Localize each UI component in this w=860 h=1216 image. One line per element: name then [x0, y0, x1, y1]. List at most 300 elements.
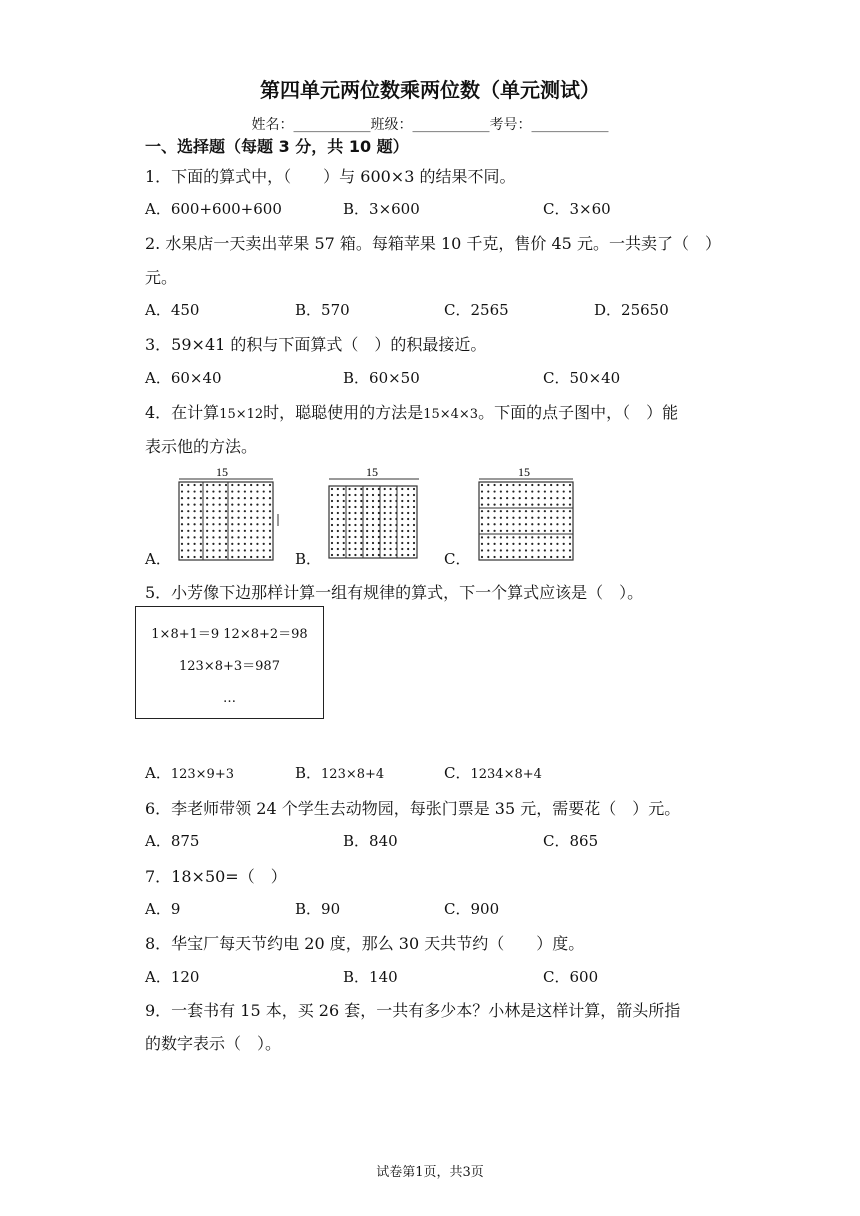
grid-dot [354, 500, 356, 502]
grid-dot [366, 506, 368, 508]
grid-dot [550, 517, 552, 519]
grid-dot [219, 530, 221, 532]
grid-dot [187, 543, 189, 545]
grid-dot [269, 510, 271, 512]
grid-dot [389, 488, 391, 490]
grid-dot [372, 542, 374, 544]
q4-text-b: 时，聪聪使用的方法是 [263, 403, 424, 422]
grid-dot [263, 549, 265, 551]
grid-dot [256, 490, 258, 492]
question-8: 8．华宝厂每天节约电 20 度，那么 30 天共节约（ ）度。 [145, 934, 585, 953]
grid-dot [413, 506, 415, 508]
grid-dot [263, 497, 265, 499]
grid-dot [500, 484, 502, 486]
grid-dot [563, 536, 565, 538]
grid-dot [493, 523, 495, 525]
grid-dot [372, 548, 374, 550]
grid-dot [366, 530, 368, 532]
grid-dot [550, 556, 552, 558]
grid-dot [531, 556, 533, 558]
grid-c-frame [479, 482, 573, 560]
grid-dot [263, 530, 265, 532]
grid-dot [337, 518, 339, 520]
grid-dot [525, 484, 527, 486]
grid-dot [212, 523, 214, 525]
grid-dot [372, 518, 374, 520]
grid-dot [331, 542, 333, 544]
grid-dot [206, 517, 208, 519]
grid-dot [354, 554, 356, 556]
grid-dot [219, 504, 221, 506]
grid-b-frame [329, 486, 417, 558]
grid-dot [487, 504, 489, 506]
grid-c-label: 15 [518, 465, 530, 479]
grid-dot [181, 517, 183, 519]
grid-dot [407, 548, 409, 550]
grid-dot [219, 517, 221, 519]
q5-option-c [444, 762, 542, 783]
grid-dot [354, 488, 356, 490]
grid-dot [219, 497, 221, 499]
grid-dot [556, 530, 558, 532]
grid-dot [187, 497, 189, 499]
grid-dot [401, 548, 403, 550]
grid-dot [212, 504, 214, 506]
grid-dot [506, 549, 508, 551]
grid-dot [206, 556, 208, 558]
grid-dot [512, 490, 514, 492]
grid-dot [256, 549, 258, 551]
grid-dot [193, 497, 195, 499]
grid-dot [225, 536, 227, 538]
question-9: 9．一套书有 15 本，买 26 套，一共有多少本？小林是这样计算，箭头所指 [145, 1001, 681, 1020]
grid-dot [537, 523, 539, 525]
grid-dot [569, 549, 571, 551]
question-3: 3．59×41 的积与下面算式（ ）的积最接近。 [145, 335, 487, 354]
grid-dot [563, 484, 565, 486]
grid-dot [413, 548, 415, 550]
grid-dot [563, 530, 565, 532]
grid-dot [506, 504, 508, 506]
grid-dot [181, 497, 183, 499]
grid-dot [360, 524, 362, 526]
grid-dot [401, 488, 403, 490]
grid-dot [331, 554, 333, 556]
grid-dot [187, 556, 189, 558]
grid-dot [244, 543, 246, 545]
grid-dot [500, 543, 502, 545]
grid-dot [360, 494, 362, 496]
grid-dot [401, 494, 403, 496]
grid-dot [563, 497, 565, 499]
grid-dot [413, 518, 415, 520]
grid-dot [331, 506, 333, 508]
grid-dot [354, 536, 356, 538]
grid-dot [481, 549, 483, 551]
grid-dot [366, 488, 368, 490]
grid-dot [512, 497, 514, 499]
grid-dot [331, 524, 333, 526]
grid-dot [544, 536, 546, 538]
grid-dot [389, 530, 391, 532]
grid-dot [244, 530, 246, 532]
grid-dot [360, 548, 362, 550]
grid-dot [537, 504, 539, 506]
grid-dot [187, 490, 189, 492]
grid-dot [366, 500, 368, 502]
grid-dot [212, 497, 214, 499]
grid-dot [481, 556, 483, 558]
grid-dot [413, 494, 415, 496]
grid-dot [343, 548, 345, 550]
grid-dot [525, 510, 527, 512]
grid-dot [348, 512, 350, 514]
grid-dot [219, 543, 221, 545]
grid-dot [360, 506, 362, 508]
grid-dot [537, 556, 539, 558]
grid-dot [256, 530, 258, 532]
grid-dot [556, 490, 558, 492]
q4-option-c: C． [444, 550, 471, 568]
page-title: 第四单元两位数乘两位数（单元测试） [260, 78, 600, 102]
grid-dot [512, 484, 514, 486]
grid-dot [237, 530, 239, 532]
grid-dot [337, 512, 339, 514]
grid-dot [343, 500, 345, 502]
grid-dot [569, 517, 571, 519]
grid-dot [269, 556, 271, 558]
grid-dot [360, 512, 362, 514]
grid-dot [500, 497, 502, 499]
grid-dot [181, 510, 183, 512]
grid-dot [343, 494, 345, 496]
grid-dot [331, 518, 333, 520]
grid-dot [231, 530, 233, 532]
grid-dot [413, 554, 415, 556]
page-footer: 试卷第1页，共3页 [376, 1165, 484, 1180]
grid-a-label: 15 [216, 465, 228, 479]
grid-dot [519, 556, 521, 558]
grid-dot [487, 536, 489, 538]
grid-dot [544, 523, 546, 525]
grid-dot [360, 542, 362, 544]
grid-dot [212, 510, 214, 512]
grid-dot [354, 530, 356, 532]
grid-dot [506, 510, 508, 512]
grid-dot [269, 549, 271, 551]
grid-dot [481, 497, 483, 499]
grid-dot [269, 517, 271, 519]
question-4-cont: 表示他的方法。 [145, 437, 258, 456]
grid-dot [525, 504, 527, 506]
grid-dot [206, 530, 208, 532]
grid-dot [244, 504, 246, 506]
grid-dot [331, 512, 333, 514]
grid-dot [360, 530, 362, 532]
q6-option-a: A．875 [145, 832, 200, 850]
grid-dot [401, 524, 403, 526]
grid-dot [493, 530, 495, 532]
grid-dot [354, 542, 356, 544]
grid-dot [525, 490, 527, 492]
grid-dot [481, 490, 483, 492]
grid-dot [348, 494, 350, 496]
grid-dot [237, 517, 239, 519]
grid-dot [563, 504, 565, 506]
grid-dot [348, 554, 350, 556]
grid-dot [407, 530, 409, 532]
grid-dot [187, 536, 189, 538]
grid-dot [206, 543, 208, 545]
grid-dot [384, 542, 386, 544]
grid-dot [506, 543, 508, 545]
grid-dot [250, 510, 252, 512]
grid-dot [212, 530, 214, 532]
q7-option-b: B．90 [295, 900, 341, 918]
grid-dot [212, 517, 214, 519]
grid-dot [384, 518, 386, 520]
grid-dot [225, 504, 227, 506]
grid-dot [354, 518, 356, 520]
grid-dot [550, 549, 552, 551]
q5-option-a-value: 123×9+3 [170, 767, 234, 782]
grid-dot [250, 484, 252, 486]
grid-dot [531, 543, 533, 545]
grid-dot [244, 549, 246, 551]
grid-dot [200, 523, 202, 525]
grid-dot [493, 543, 495, 545]
grid-dot [487, 556, 489, 558]
grid-dot [193, 530, 195, 532]
grid-dot [481, 543, 483, 545]
grid-dot [269, 497, 271, 499]
grid-dot [493, 510, 495, 512]
grid-dot [531, 504, 533, 506]
grid-dot [187, 530, 189, 532]
grid-dot [556, 523, 558, 525]
grid-dot [231, 556, 233, 558]
grid-b-label: 15 [366, 465, 378, 479]
grid-dot [506, 490, 508, 492]
q1-option-c: C．3×60 [543, 200, 611, 218]
grid-dot [206, 504, 208, 506]
question-5: 5．小芳像下边那样计算一组有规律的算式，下一个算式应该是（ ）。 [145, 583, 644, 602]
grid-dot [219, 536, 221, 538]
grid-dot [181, 484, 183, 486]
grid-dot [360, 488, 362, 490]
grid-dot [512, 504, 514, 506]
grid-dot [407, 536, 409, 538]
grid-dot [569, 510, 571, 512]
grid-dot [569, 497, 571, 499]
grid-dot [366, 494, 368, 496]
grid-dot [569, 556, 571, 558]
grid-dot [256, 504, 258, 506]
grid-dot [269, 523, 271, 525]
question-9-cont: 的数字表示（ ）。 [145, 1034, 282, 1053]
grid-dot [537, 510, 539, 512]
grid-dot [231, 536, 233, 538]
grid-dot [569, 504, 571, 506]
grid-dot [200, 543, 202, 545]
grid-dot [225, 517, 227, 519]
grid-dot [500, 490, 502, 492]
grid-dot [331, 500, 333, 502]
grid-dot [506, 530, 508, 532]
grid-dot [331, 494, 333, 496]
grid-dot [337, 554, 339, 556]
grid-dot [263, 536, 265, 538]
grid-dot [519, 523, 521, 525]
grid-dot [225, 530, 227, 532]
question-7: 7．18×50=（ ） [145, 867, 287, 886]
grid-dot [348, 530, 350, 532]
grid-dot [250, 543, 252, 545]
grid-dot [206, 490, 208, 492]
grid-dot [537, 530, 539, 532]
grid-dot [337, 542, 339, 544]
grid-dot [493, 497, 495, 499]
q8-option-c: C．600 [543, 968, 599, 986]
grid-dot [389, 518, 391, 520]
grid-dot [193, 556, 195, 558]
grid-dot [500, 549, 502, 551]
grid-dot [206, 484, 208, 486]
grid-dot [389, 554, 391, 556]
grid-dot [231, 490, 233, 492]
grid-dot [537, 549, 539, 551]
grid-dot [348, 524, 350, 526]
grid-dot [537, 543, 539, 545]
grid-dot [407, 488, 409, 490]
grid-dot [556, 504, 558, 506]
grid-dot [544, 556, 546, 558]
grid-dot [348, 536, 350, 538]
grid-dot [531, 490, 533, 492]
grid-dot [506, 497, 508, 499]
grid-dot [263, 484, 265, 486]
grid-dot [212, 484, 214, 486]
grid-dot [407, 518, 409, 520]
q2-option-a: A．450 [145, 301, 200, 319]
q1-option-b: B．3×600 [343, 200, 420, 218]
q6-option-c: C．865 [543, 832, 599, 850]
q4-text-a: 4．在计算 [145, 403, 220, 422]
grid-dot [413, 536, 415, 538]
grid-dot [181, 530, 183, 532]
grid-dot [225, 510, 227, 512]
grid-dot [181, 543, 183, 545]
grid-dot [550, 490, 552, 492]
grid-dot [531, 549, 533, 551]
grid-dot [231, 517, 233, 519]
grid-dot [401, 536, 403, 538]
grid-dot [187, 517, 189, 519]
grid-dot [569, 490, 571, 492]
grid-dot [366, 536, 368, 538]
grid-dot [493, 549, 495, 551]
grid-dot [563, 556, 565, 558]
pattern-box [135, 606, 324, 719]
grid-dot [544, 484, 546, 486]
grid-dot [181, 536, 183, 538]
q5-option-b [295, 762, 384, 783]
grid-dot [556, 484, 558, 486]
grid-dot [563, 523, 565, 525]
grid-dot [563, 549, 565, 551]
grid-dot [337, 530, 339, 532]
grid-dot [372, 524, 374, 526]
grid-dot [200, 556, 202, 558]
grid-dot [269, 484, 271, 486]
dot-grid-c [476, 464, 580, 564]
grid-dot [354, 548, 356, 550]
grid-dot [500, 517, 502, 519]
grid-dot [550, 510, 552, 512]
grid-dot [250, 530, 252, 532]
grid-dot [343, 554, 345, 556]
q4-formula-1: 15×12 [219, 407, 264, 422]
student-info-line: 姓名：___________班级：___________考号：___________ [251, 117, 609, 133]
grid-dot [493, 490, 495, 492]
grid-dot [337, 500, 339, 502]
dot-grid-a [176, 464, 286, 564]
grid-dot [237, 490, 239, 492]
grid-dot [219, 549, 221, 551]
grid-dot [563, 517, 565, 519]
grid-dot [384, 536, 386, 538]
grid-dot [256, 543, 258, 545]
grid-dot [550, 523, 552, 525]
q5-option-b-letter: B． [295, 764, 322, 782]
question-4 [145, 400, 678, 423]
grid-dot [556, 510, 558, 512]
grid-dot [348, 506, 350, 508]
grid-dot [337, 524, 339, 526]
grid-dot [519, 543, 521, 545]
grid-dot [519, 504, 521, 506]
grid-dot [493, 536, 495, 538]
grid-dot [544, 549, 546, 551]
grid-dot [200, 484, 202, 486]
grid-dot [407, 524, 409, 526]
grid-dot [343, 488, 345, 490]
grid-dot [481, 530, 483, 532]
grid-dot [519, 490, 521, 492]
grid-dot [401, 542, 403, 544]
grid-dot [212, 556, 214, 558]
q6-option-b: B．840 [343, 832, 398, 850]
grid-dot [519, 510, 521, 512]
grid-dot [360, 536, 362, 538]
grid-dot [225, 543, 227, 545]
grid-dot [506, 523, 508, 525]
grid-dot [569, 523, 571, 525]
grid-dot [519, 497, 521, 499]
grid-dot [537, 484, 539, 486]
grid-dot [550, 497, 552, 499]
grid-dot [250, 497, 252, 499]
grid-dot [389, 494, 391, 496]
grid-dot [219, 510, 221, 512]
grid-dot [519, 517, 521, 519]
grid-dot [525, 549, 527, 551]
grid-dot [343, 524, 345, 526]
grid-dot [250, 517, 252, 519]
grid-dot [193, 523, 195, 525]
grid-dot [237, 497, 239, 499]
grid-dot [487, 484, 489, 486]
